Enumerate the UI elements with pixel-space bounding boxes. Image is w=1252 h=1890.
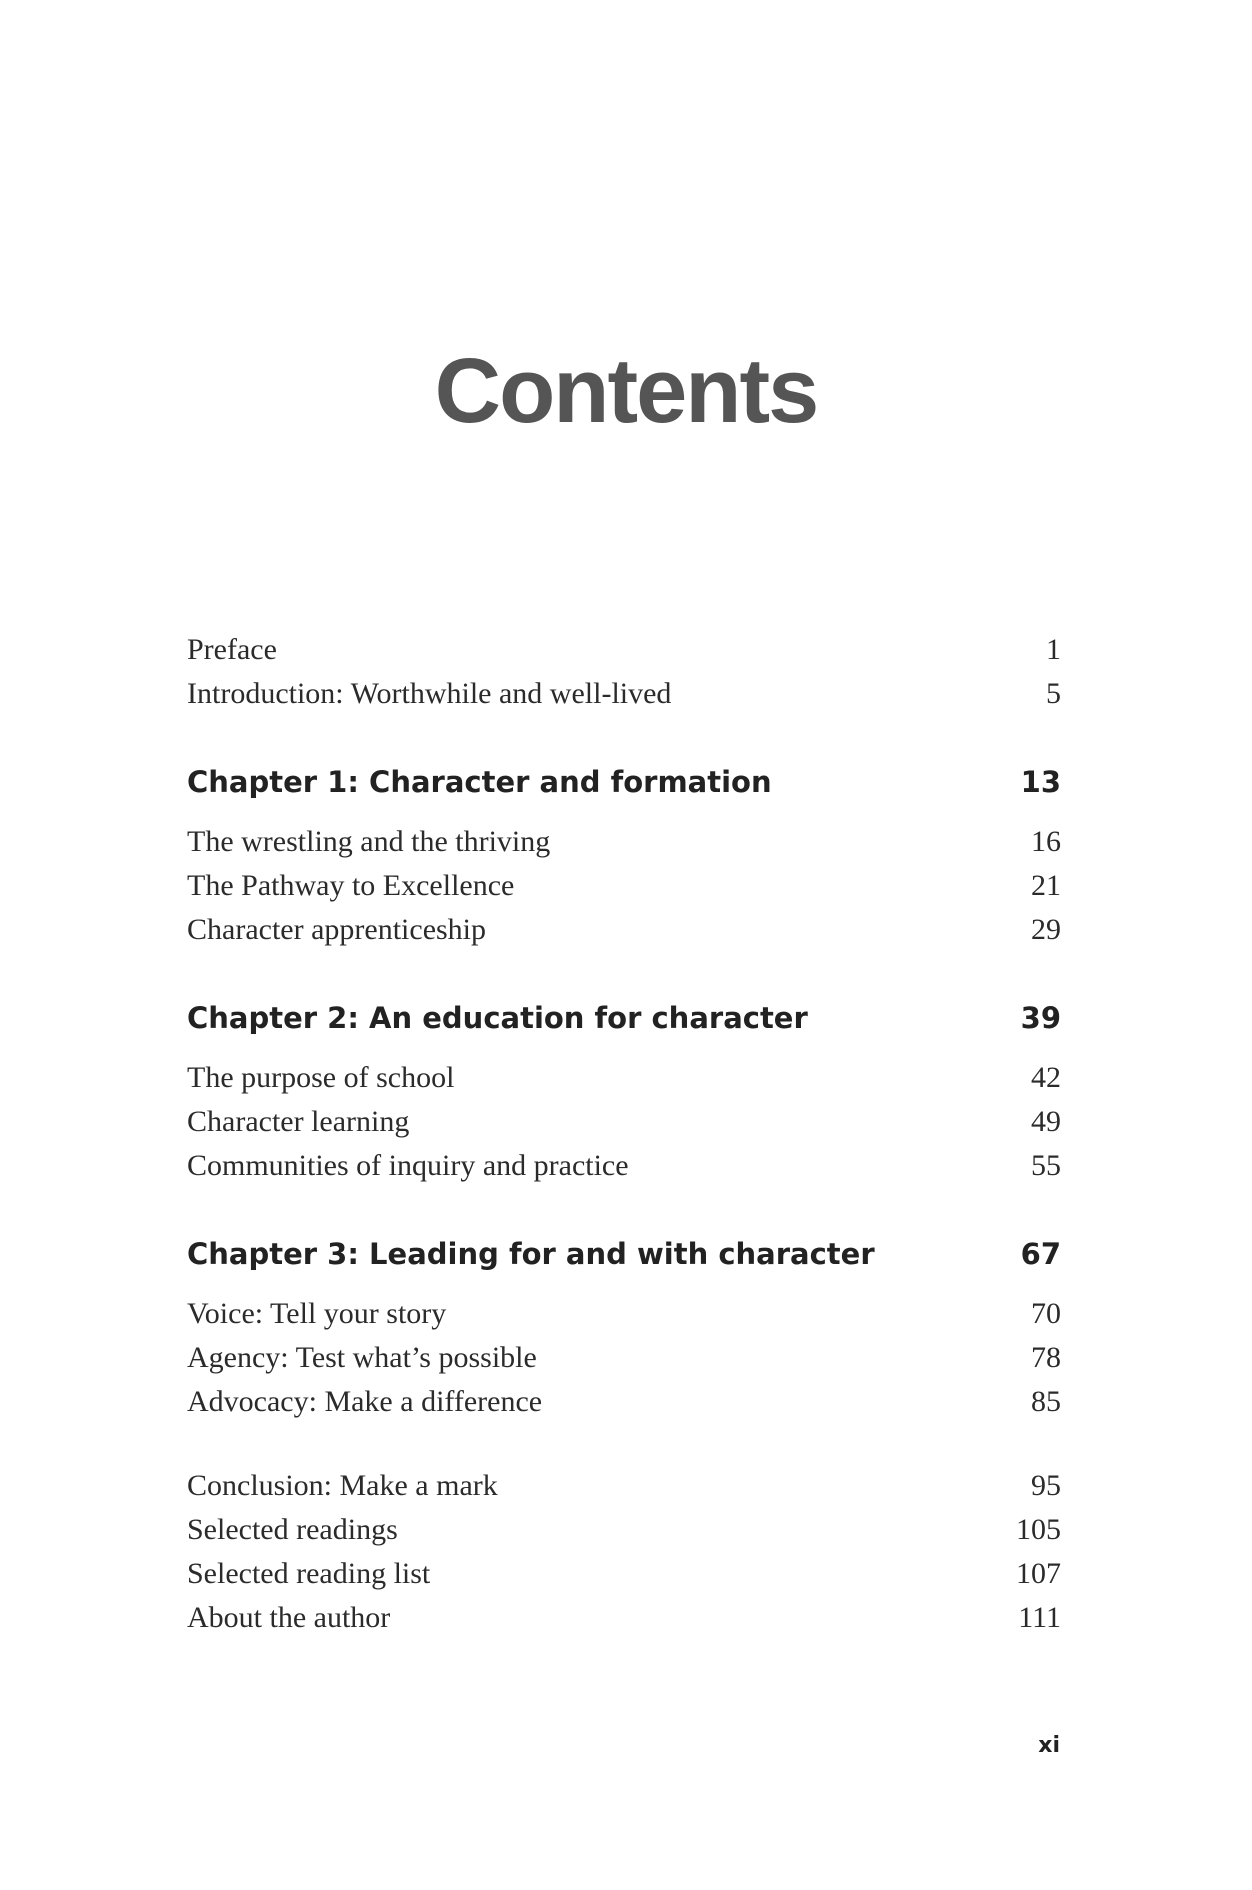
toc-section[interactable] [187,1380,1061,1424]
toc-entry-page: 42 [1031,1061,1061,1094]
spacer [187,1424,1061,1464]
toc-entry-label: Introduction: Worthwhile and well-lived [187,677,672,710]
toc-entry-label: Advocacy: Make a difference [187,1385,543,1418]
toc-section[interactable] [187,1336,1061,1380]
toc-entry-page: 85 [1031,1385,1061,1418]
spacer [187,952,1061,996]
toc-entry-introduction[interactable] [187,672,1061,716]
spacer [187,716,1061,760]
toc-chapter-label: Chapter 1: Character and formation [187,765,772,799]
toc-entry-page: 95 [1031,1469,1061,1502]
toc-chapter-page: 13 [1020,765,1061,799]
spacer [187,804,1061,820]
toc-entry-page: 105 [1016,1513,1061,1546]
toc-entry-page: 5 [1046,677,1061,710]
page-number: xi [1038,1733,1060,1758]
toc-entry-label: Selected reading list [187,1557,431,1590]
toc-chapter-label: Chapter 2: An education for character [187,1001,808,1035]
toc-entry-label: Voice: Tell your story [187,1297,447,1330]
toc-entry-page: 111 [1018,1601,1061,1634]
toc-entry-selected-readings[interactable] [187,1508,1061,1552]
toc-chapter-page: 67 [1020,1237,1061,1271]
toc-entry-label: The purpose of school [187,1061,455,1094]
page-title: Contents [434,340,818,442]
toc-chapter-page: 39 [1020,1001,1061,1035]
spacer [187,1040,1061,1056]
toc-entry-preface[interactable] [187,628,1061,672]
table-of-contents [187,628,1061,1640]
toc-entry-label: Selected readings [187,1513,398,1546]
toc-entry-page: 70 [1031,1297,1061,1330]
toc-entry-label: Communities of inquiry and practice [187,1149,629,1182]
toc-entry-label: Conclusion: Make a mark [187,1469,498,1502]
toc-chapter-2[interactable] [187,996,1061,1040]
toc-entry-label: Character apprenticeship [187,913,487,946]
toc-entry-page: 55 [1031,1149,1061,1182]
toc-section[interactable] [187,864,1061,908]
toc-entry-about-author[interactable] [187,1596,1061,1640]
toc-entry-page: 21 [1031,869,1061,902]
toc-entry-label: The Pathway to Excellence [187,869,515,902]
toc-section[interactable] [187,1292,1061,1336]
toc-chapter-1[interactable] [187,760,1061,804]
toc-entry-label: Preface [187,633,277,666]
toc-entry-label: Character learning [187,1105,410,1138]
toc-entry-page: 1 [1046,633,1061,666]
toc-chapter-label: Chapter 3: Leading for and with character [187,1237,875,1271]
toc-entry-selected-reading-list[interactable] [187,1552,1061,1596]
toc-section[interactable] [187,908,1061,952]
toc-chapter-3[interactable] [187,1232,1061,1276]
toc-entry-label: Agency: Test what’s possible [187,1341,537,1374]
toc-section[interactable] [187,820,1061,864]
toc-section[interactable] [187,1056,1061,1100]
toc-entry-label: The wrestling and the thriving [187,825,551,858]
toc-entry-page: 16 [1031,825,1061,858]
toc-entry-page: 49 [1031,1105,1061,1138]
toc-entry-page: 107 [1016,1557,1061,1590]
toc-section[interactable] [187,1144,1061,1188]
spacer [187,1188,1061,1232]
toc-entry-page: 29 [1031,913,1061,946]
toc-section[interactable] [187,1100,1061,1144]
toc-entry-conclusion[interactable] [187,1464,1061,1508]
toc-entry-label: About the author [187,1601,391,1634]
spacer [187,1276,1061,1292]
toc-entry-page: 78 [1031,1341,1061,1374]
